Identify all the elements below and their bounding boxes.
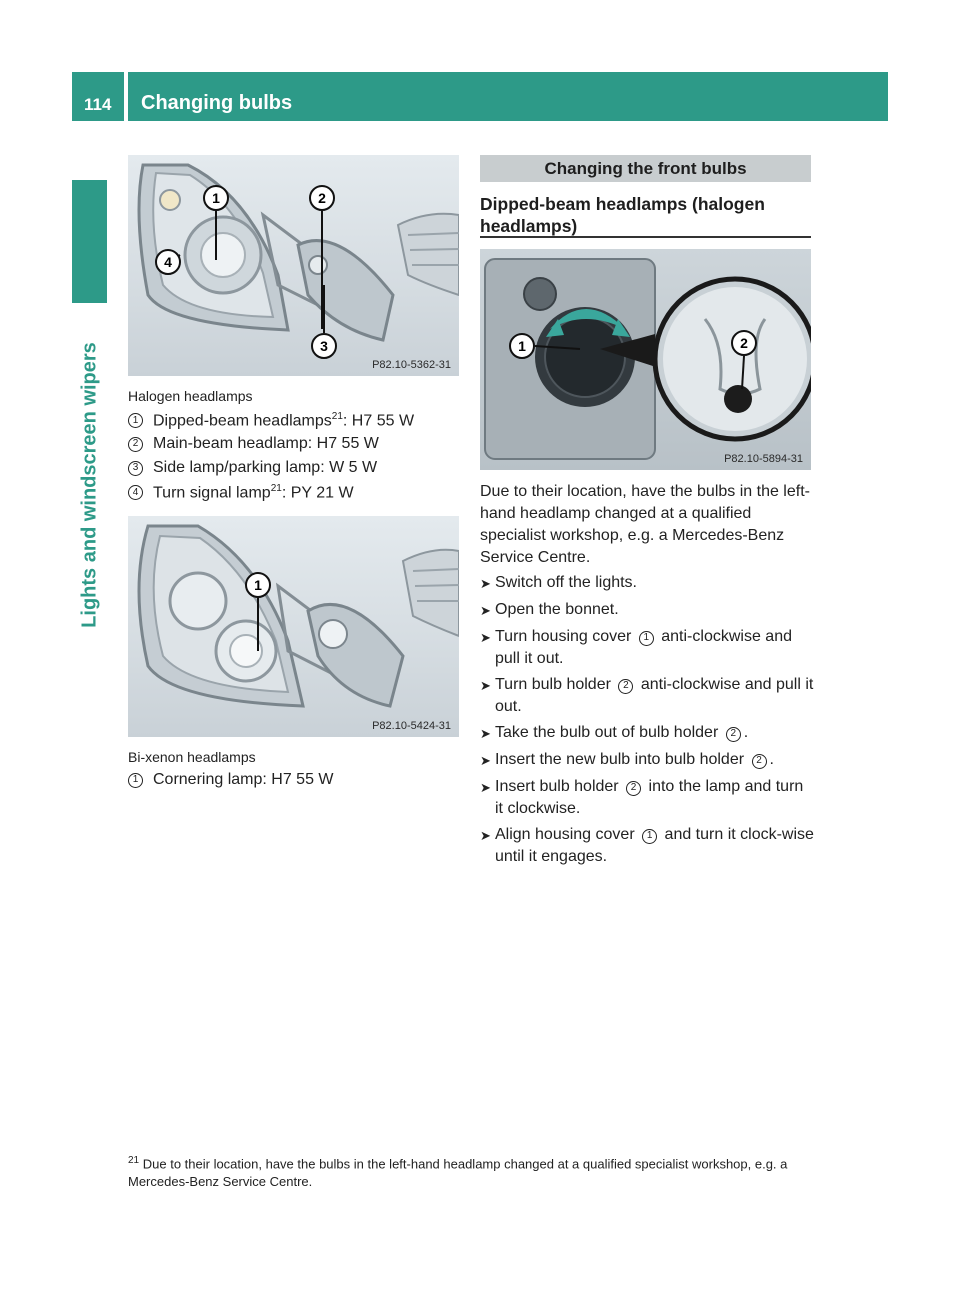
legend-text: Turn signal lamp$^{21}$: PY 21 W: [153, 483, 354, 502]
legend-number: 1: [128, 773, 143, 788]
callout-2: 2: [740, 335, 748, 351]
step-text: Insert the new bulb into bulb holder 2 .: [495, 751, 774, 768]
step-arrow-icon: ➤: [480, 726, 491, 741]
figure-ref: P82.10-5424-31: [372, 720, 451, 732]
page-number: 114: [72, 72, 124, 121]
step-text: Align housing cover 1 and turn it clock-wise until it engages.: [495, 826, 814, 865]
callout-1: 1: [518, 338, 526, 354]
step-arrow-icon: ➤: [480, 603, 491, 618]
callout-4: 4: [164, 254, 172, 270]
step-arrow-icon: ➤: [480, 753, 491, 768]
figure-ref: P82.10-5894-31: [724, 453, 803, 465]
step-text: Turn bulb holder 2 anti-clockwise and pull it out.: [495, 676, 814, 715]
legend-item: [128, 459, 377, 477]
side-tab: [72, 310, 107, 660]
page-title: Changing bulbs: [128, 72, 888, 121]
callout-1: 1: [212, 190, 220, 206]
footnote: [128, 1152, 828, 1191]
step-arrow-icon: ➤: [480, 828, 491, 843]
step-arrow-icon: ➤: [480, 630, 491, 645]
figure-caption: Bi-xenon headlamps: [128, 749, 256, 765]
housing-cover-image: [480, 249, 811, 470]
step-arrow-icon: ➤: [480, 678, 491, 693]
legend-item: [128, 435, 379, 453]
step-arrow-icon: ➤: [480, 576, 491, 591]
step-arrow-icon: ➤: [480, 780, 491, 795]
callout-1: 1: [254, 577, 262, 593]
step-item: [480, 572, 815, 595]
step-item: [480, 749, 815, 772]
step-text: Open the bonnet.: [495, 601, 619, 618]
halogen-headlamp-image: [128, 155, 459, 376]
step-item: [480, 626, 815, 670]
step-item: [480, 824, 815, 868]
callout-2: 2: [318, 190, 326, 206]
figure-ref: P82.10-5362-31: [372, 359, 451, 371]
intro-paragraph: Due to their location, have the bulbs in the left-hand headlamp changed at a qualified specialist workshop, e.g. a Mercedes-Benz Service Centre.: [480, 483, 810, 566]
steps-list: [480, 572, 815, 868]
section-title: Changing the front bulbs: [480, 155, 811, 182]
legend-number: 4: [128, 485, 143, 500]
callout-3: 3: [320, 338, 328, 354]
step-item: [480, 674, 815, 718]
side-tab-label: Lights and windscreen wipers: [78, 342, 100, 628]
step-item: [480, 776, 815, 820]
section-subtitle: Dipped-beam headlamps (halogen headlamps): [480, 194, 765, 236]
footnote-text: Due to their location, have the bulbs in the left-hand headlamp changed at a qualified specialist workshop, e.g. a Mercedes-Benz Service Centre.: [128, 1156, 788, 1190]
bixenon-headlamp-image: [128, 516, 459, 737]
step-text: Switch off the lights.: [495, 574, 637, 591]
legend-item: [128, 483, 354, 502]
figure-caption: Halogen headlamps: [128, 388, 253, 404]
legend-text: Main-beam headlamp: H7 55 W: [153, 435, 379, 452]
legend-text: Dipped-beam headlamps$^{21}$: H7 55 W: [153, 411, 415, 430]
legend-item: [128, 411, 414, 430]
step-text: Insert bulb holder 2 into the lamp and turn it clockwise.: [495, 778, 804, 817]
legend-text: Cornering lamp: H7 55 W: [153, 771, 334, 788]
legend-item: [128, 771, 334, 789]
legend-text: Side lamp/parking lamp: W 5 W: [153, 459, 378, 476]
step-item: [480, 722, 815, 745]
step-item: [480, 599, 815, 622]
divider: [480, 236, 811, 238]
step-text: Turn housing cover 1 anti-clockwise and pull it out.: [495, 628, 792, 667]
legend-number: 3: [128, 461, 143, 476]
footnote-number: 21: [128, 1155, 140, 1166]
step-text: Take the bulb out of bulb holder 2 .: [495, 724, 749, 741]
legend-number: 1: [128, 413, 143, 428]
housing-cover-drawing: [480, 249, 811, 470]
legend-number: 2: [128, 437, 143, 452]
bixenon-headlamp-drawing: [128, 516, 459, 737]
side-tab-marker: [72, 180, 107, 303]
halogen-headlamp-drawing: [128, 155, 459, 376]
